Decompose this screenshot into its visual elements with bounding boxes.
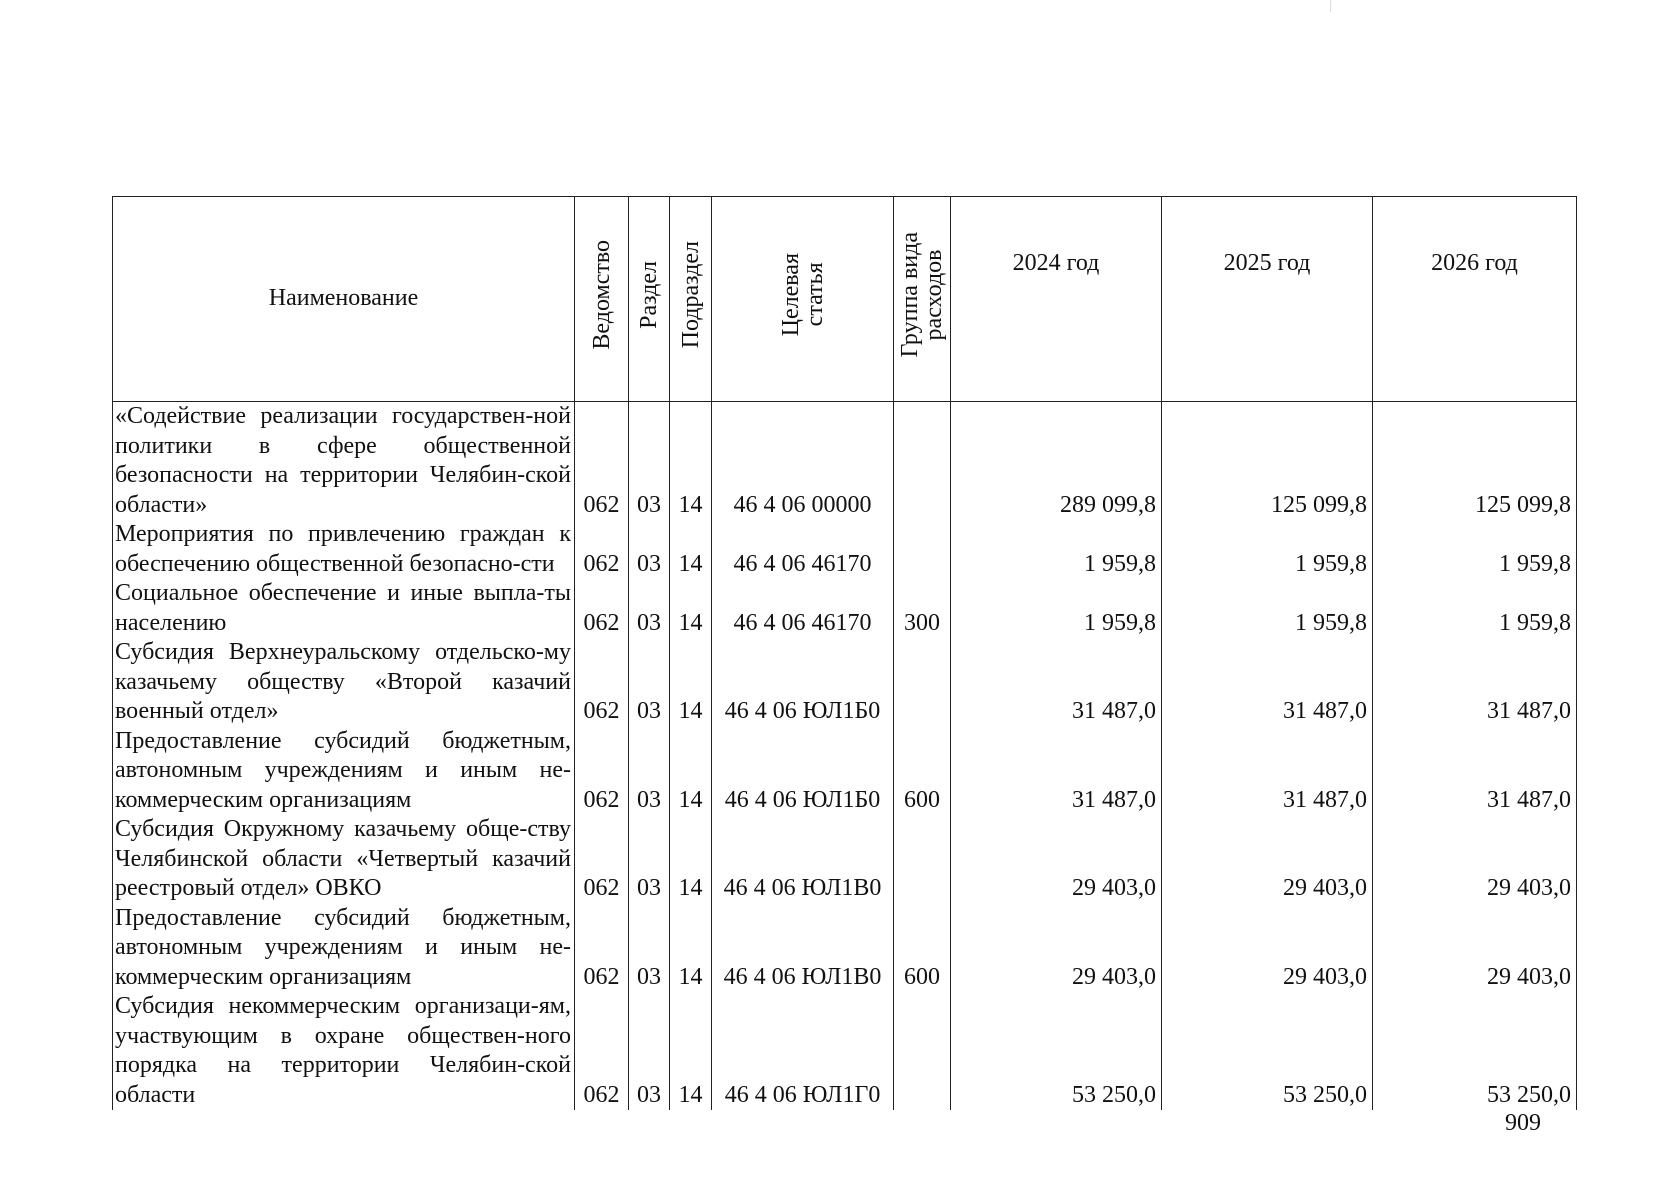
cell-celevaya: 46 4 06 ЮЛ1Б0 bbox=[712, 638, 894, 727]
cell-2024: 1 959,8 bbox=[951, 579, 1162, 638]
cell-name: Субсидия Верхнеуральскому отдельско-му казачьему обществу «Второй казачий военный отдел» bbox=[113, 638, 575, 727]
cell-gruppa bbox=[894, 638, 951, 727]
cell-podrazdel: 14 bbox=[670, 904, 712, 993]
cell-ved: 062 bbox=[575, 638, 629, 727]
cell-name: Субсидия некоммерческим организаци-ям, участвующим в охране обществен-ного порядка на территории Челябин-ской области bbox=[113, 992, 575, 1110]
cell-name: Предоставление субсидий бюджетным, автономным учреждениям и иным не-коммерческим организациям bbox=[113, 727, 575, 816]
cell-ved: 062 bbox=[575, 520, 629, 579]
cell-2025: 1 959,8 bbox=[1162, 520, 1373, 579]
cell-podrazdel: 14 bbox=[670, 727, 712, 816]
header-name bbox=[113, 197, 575, 402]
cell-gruppa: 600 bbox=[894, 727, 951, 816]
header-gruppa-text bbox=[898, 232, 946, 357]
cell-2025: 31 487,0 bbox=[1162, 638, 1373, 727]
cell-podrazdel: 14 bbox=[670, 520, 712, 579]
cell-celevaya: 46 4 06 ЮЛ1В0 bbox=[712, 815, 894, 904]
cell-2024: 29 403,0 bbox=[951, 815, 1162, 904]
header-podrazdel bbox=[670, 197, 712, 402]
cell-ved: 062 bbox=[575, 992, 629, 1110]
cell-gruppa bbox=[894, 402, 951, 521]
scan-artifact bbox=[1330, 0, 1331, 12]
cell-2025: 125 099,8 bbox=[1162, 402, 1373, 521]
cell-2025: 1 959,8 bbox=[1162, 579, 1373, 638]
cell-2026: 53 250,0 bbox=[1373, 992, 1577, 1110]
header-razdel-text: Раздел bbox=[636, 260, 662, 329]
cell-2024: 31 487,0 bbox=[951, 727, 1162, 816]
cell-2026: 29 403,0 bbox=[1373, 815, 1577, 904]
header-celevaya-text bbox=[779, 253, 827, 336]
header-ved-text: Ведомство bbox=[588, 239, 615, 350]
header-ved bbox=[575, 197, 629, 402]
header-2024: 2024 год bbox=[951, 197, 1162, 402]
cell-2026: 29 403,0 bbox=[1373, 904, 1577, 993]
page-number: 909 bbox=[1505, 1110, 1541, 1136]
cell-podrazdel: 14 bbox=[670, 992, 712, 1110]
header-name-text: Наименование bbox=[268, 285, 419, 312]
cell-ved: 062 bbox=[575, 904, 629, 993]
cell-2025: 29 403,0 bbox=[1162, 815, 1373, 904]
table-row bbox=[113, 815, 1577, 904]
table-row bbox=[113, 992, 1577, 1110]
cell-gruppa: 300 bbox=[894, 579, 951, 638]
budget-table bbox=[112, 196, 1577, 1110]
table-header-row bbox=[113, 197, 1577, 402]
cell-2025: 29 403,0 bbox=[1162, 904, 1373, 993]
cell-celevaya: 46 4 06 ЮЛ1В0 bbox=[712, 904, 894, 993]
cell-gruppa: 600 bbox=[894, 904, 951, 993]
cell-2026: 1 959,8 bbox=[1373, 579, 1577, 638]
cell-ved: 062 bbox=[575, 402, 629, 521]
cell-name: Социальное обеспечение и иные выпла-ты населению bbox=[113, 579, 575, 638]
cell-podrazdel: 14 bbox=[670, 638, 712, 727]
cell-podrazdel: 14 bbox=[670, 815, 712, 904]
header-celevaya bbox=[712, 197, 894, 402]
cell-razdel: 03 bbox=[629, 904, 670, 993]
cell-celevaya: 46 4 06 00000 bbox=[712, 402, 894, 521]
table-row bbox=[113, 402, 1577, 521]
cell-2026: 31 487,0 bbox=[1373, 638, 1577, 727]
header-2026: 2026 год bbox=[1373, 197, 1577, 402]
cell-ved: 062 bbox=[575, 579, 629, 638]
cell-2024: 53 250,0 bbox=[951, 992, 1162, 1110]
cell-razdel: 03 bbox=[629, 992, 670, 1110]
header-celevaya-line1: Целевая bbox=[777, 253, 804, 337]
cell-2025: 53 250,0 bbox=[1162, 992, 1373, 1110]
cell-celevaya: 46 4 06 46170 bbox=[712, 579, 894, 638]
cell-2026: 31 487,0 bbox=[1373, 727, 1577, 816]
table-row bbox=[113, 520, 1577, 579]
cell-razdel: 03 bbox=[629, 727, 670, 816]
cell-2025: 31 487,0 bbox=[1162, 727, 1373, 816]
table-row bbox=[113, 904, 1577, 993]
cell-razdel: 03 bbox=[629, 638, 670, 727]
cell-2024: 1 959,8 bbox=[951, 520, 1162, 579]
cell-celevaya: 46 4 06 ЮЛ1Г0 bbox=[712, 992, 894, 1110]
header-celevaya-line2: статья bbox=[801, 262, 828, 327]
cell-razdel: 03 bbox=[629, 815, 670, 904]
cell-podrazdel: 14 bbox=[670, 579, 712, 638]
table-row bbox=[113, 727, 1577, 816]
cell-2026: 125 099,8 bbox=[1373, 402, 1577, 521]
cell-ved: 062 bbox=[575, 727, 629, 816]
cell-2024: 29 403,0 bbox=[951, 904, 1162, 993]
cell-name: Предоставление субсидий бюджетным, автономным учреждениям и иным не-коммерческим организациям bbox=[113, 904, 575, 993]
cell-2024: 289 099,8 bbox=[951, 402, 1162, 521]
header-podrazdel-text: Подраздел bbox=[677, 241, 704, 349]
cell-gruppa bbox=[894, 992, 951, 1110]
cell-2026: 1 959,8 bbox=[1373, 520, 1577, 579]
table-row bbox=[113, 579, 1577, 638]
cell-ved: 062 bbox=[575, 815, 629, 904]
cell-podrazdel: 14 bbox=[670, 402, 712, 521]
header-gruppa-line2: расходов bbox=[921, 249, 947, 341]
cell-razdel: 03 bbox=[629, 579, 670, 638]
cell-razdel: 03 bbox=[629, 520, 670, 579]
cell-celevaya: 46 4 06 46170 bbox=[712, 520, 894, 579]
cell-razdel: 03 bbox=[629, 402, 670, 521]
header-gruppa bbox=[894, 197, 951, 402]
cell-gruppa bbox=[894, 520, 951, 579]
table-body bbox=[113, 402, 1577, 1111]
cell-celevaya: 46 4 06 ЮЛ1Б0 bbox=[712, 727, 894, 816]
header-2025: 2025 год bbox=[1162, 197, 1373, 402]
cell-name: Субсидия Окружному казачьему обще-ству Челябинской области «Четвертый казачий реестровый отдел» ОВКО bbox=[113, 815, 575, 904]
cell-name: «Содействие реализации государствен-ной политики в сфере общественной безопасности на территории Челябин-ской области» bbox=[113, 402, 575, 521]
table-row bbox=[113, 638, 1577, 727]
cell-name: Мероприятия по привлечению граждан к обеспечению общественной безопасно-сти bbox=[113, 520, 575, 579]
cell-gruppa bbox=[894, 815, 951, 904]
header-razdel bbox=[629, 197, 670, 402]
cell-2024: 31 487,0 bbox=[951, 638, 1162, 727]
header-gruppa-line1: Группа вида bbox=[897, 232, 923, 358]
